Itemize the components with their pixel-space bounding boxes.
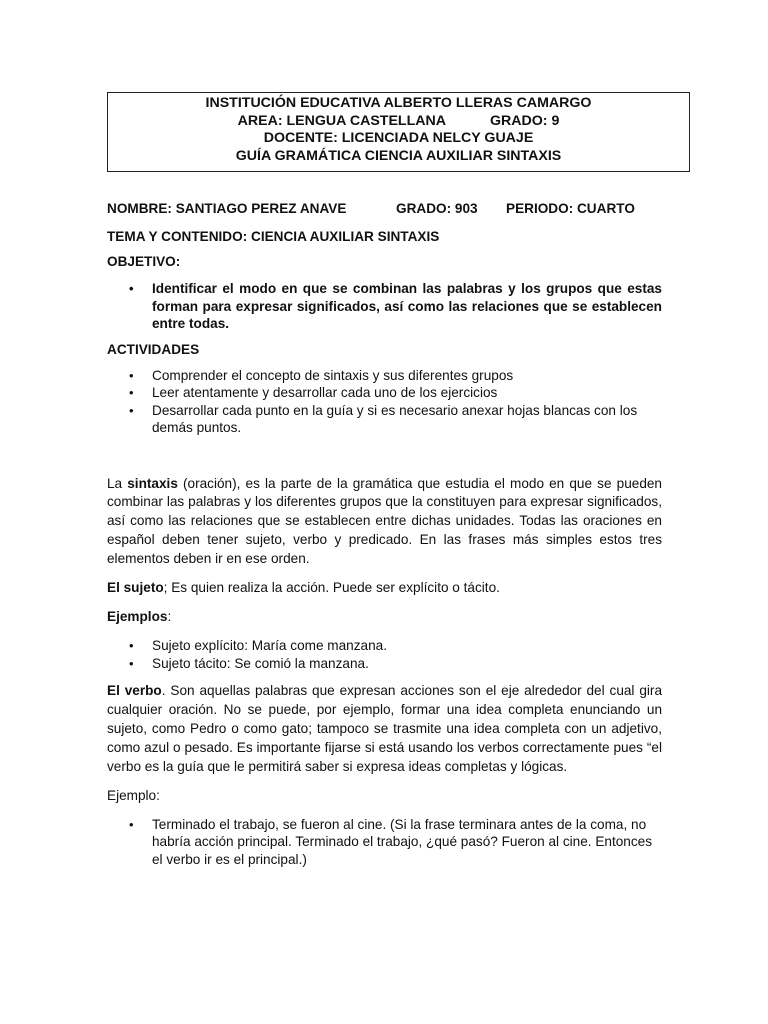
list-item: • Comprender el concepto de sintaxis y sus diferentes grupos [129,367,514,383]
verbo-term: El verbo [107,683,162,699]
bullet-icon: • [129,816,134,832]
ejemplo-heading: Ejemplo: [107,787,160,803]
bullet-icon: • [129,637,134,653]
objective-heading: OBJETIVO: [107,254,181,269]
bullet-icon: • [129,281,134,296]
sujeto-paragraph: El sujeto; Es quien realiza la acción. Puede ser explícito o tácito. [107,580,500,596]
school-name: INSTITUCIÓN EDUCATIVA ALBERTO LLERAS CAMARGO [205,95,592,111]
ejemplos-list [107,637,662,673]
sujeto-term: El sujeto [107,580,164,596]
document-page [107,92,662,868]
area-line [108,113,689,131]
list-item: • Terminado el trabajo, se fueron al cine. (Si la frase terminara antes de la coma, no habría acción principal. Terminado el trabajo, ¿qué pasó? Fueron al cine. Entonces el verbo ir es el principal.) [129,816,652,867]
header-box [107,92,690,172]
guide-title: GUÍA GRAMÁTICA CIENCIA AUXILIAR SINTAXIS [235,147,562,164]
bullet-icon: • [129,402,134,418]
bullet-icon: • [129,367,134,383]
list-item: • Desarrollar cada punto en la guía y si es necesario anexar hojas blancas con los demás puntos. [129,402,638,435]
ejemplos-heading: Ejemplos: [107,608,172,624]
sintaxis-term: sintaxis [127,475,178,491]
list-item: • Sujeto explícito: María come manzana. [129,637,387,653]
activities-heading: ACTIVIDADES [107,341,200,357]
activities-list [107,367,662,437]
topic-line: TEMA Y CONTENIDO: CIENCIA AUXILIAR SINTAXIS [107,229,440,244]
area-label: AREA: LENGUA CASTELLANA [237,112,446,129]
list-item: • Leer atentamente y desarrollar cada uno de los ejercicios [129,385,498,400]
student-name: NOMBRE: SANTIAGO PEREZ ANAVE [107,201,347,216]
student-info-line [107,201,662,218]
ejemplo-list [107,816,662,869]
bullet-icon: • [129,655,134,671]
grade-label: GRADO: 9 [489,112,560,129]
verbo-paragraph: El verbo. Son aquellas palabras que expresan acciones son el eje alrededor del cual gira cualquier oración. No se puede, por ejemplo, formar una idea completa enunciando un sujeto, como Pedro o como gato; tampoco se trasmite una idea completa con un adjetivo, como azul o pesado. Es importante fijarse si está usando los verbos correctamente pues “el verbo es la guía que le permitirá saber si expresa ideas completas y lógicas. [107,683,663,775]
teacher-line: DOCENTE: LICENCIADA NELCY GUAJE [263,130,534,146]
student-period: PERIODO: CUARTO [506,201,635,216]
bullet-icon: • [129,385,134,400]
sintaxis-paragraph: La sintaxis (oración), es la parte de la gramática que estudia el modo en que se pueden combinar las palabras y los diferentes grupos que la constituyen para expresar significados, así como las relaciones que se establecen entre dichas unidades. Todas las oraciones en español deben tener sujeto, verbo y predicado. En las frases más simples estos tres elementos deben ir en ese orden. [107,475,662,567]
list-item: • Identificar el modo en que se combinan las palabras y los grupos que estas forman para expresar significados, así como las relaciones que se establecen entre todas. [129,281,662,331]
student-grade: GRADO: 903 [396,201,478,216]
objective-list [107,280,662,333]
list-item: • Sujeto tácito: Se comió la manzana. [129,655,369,671]
